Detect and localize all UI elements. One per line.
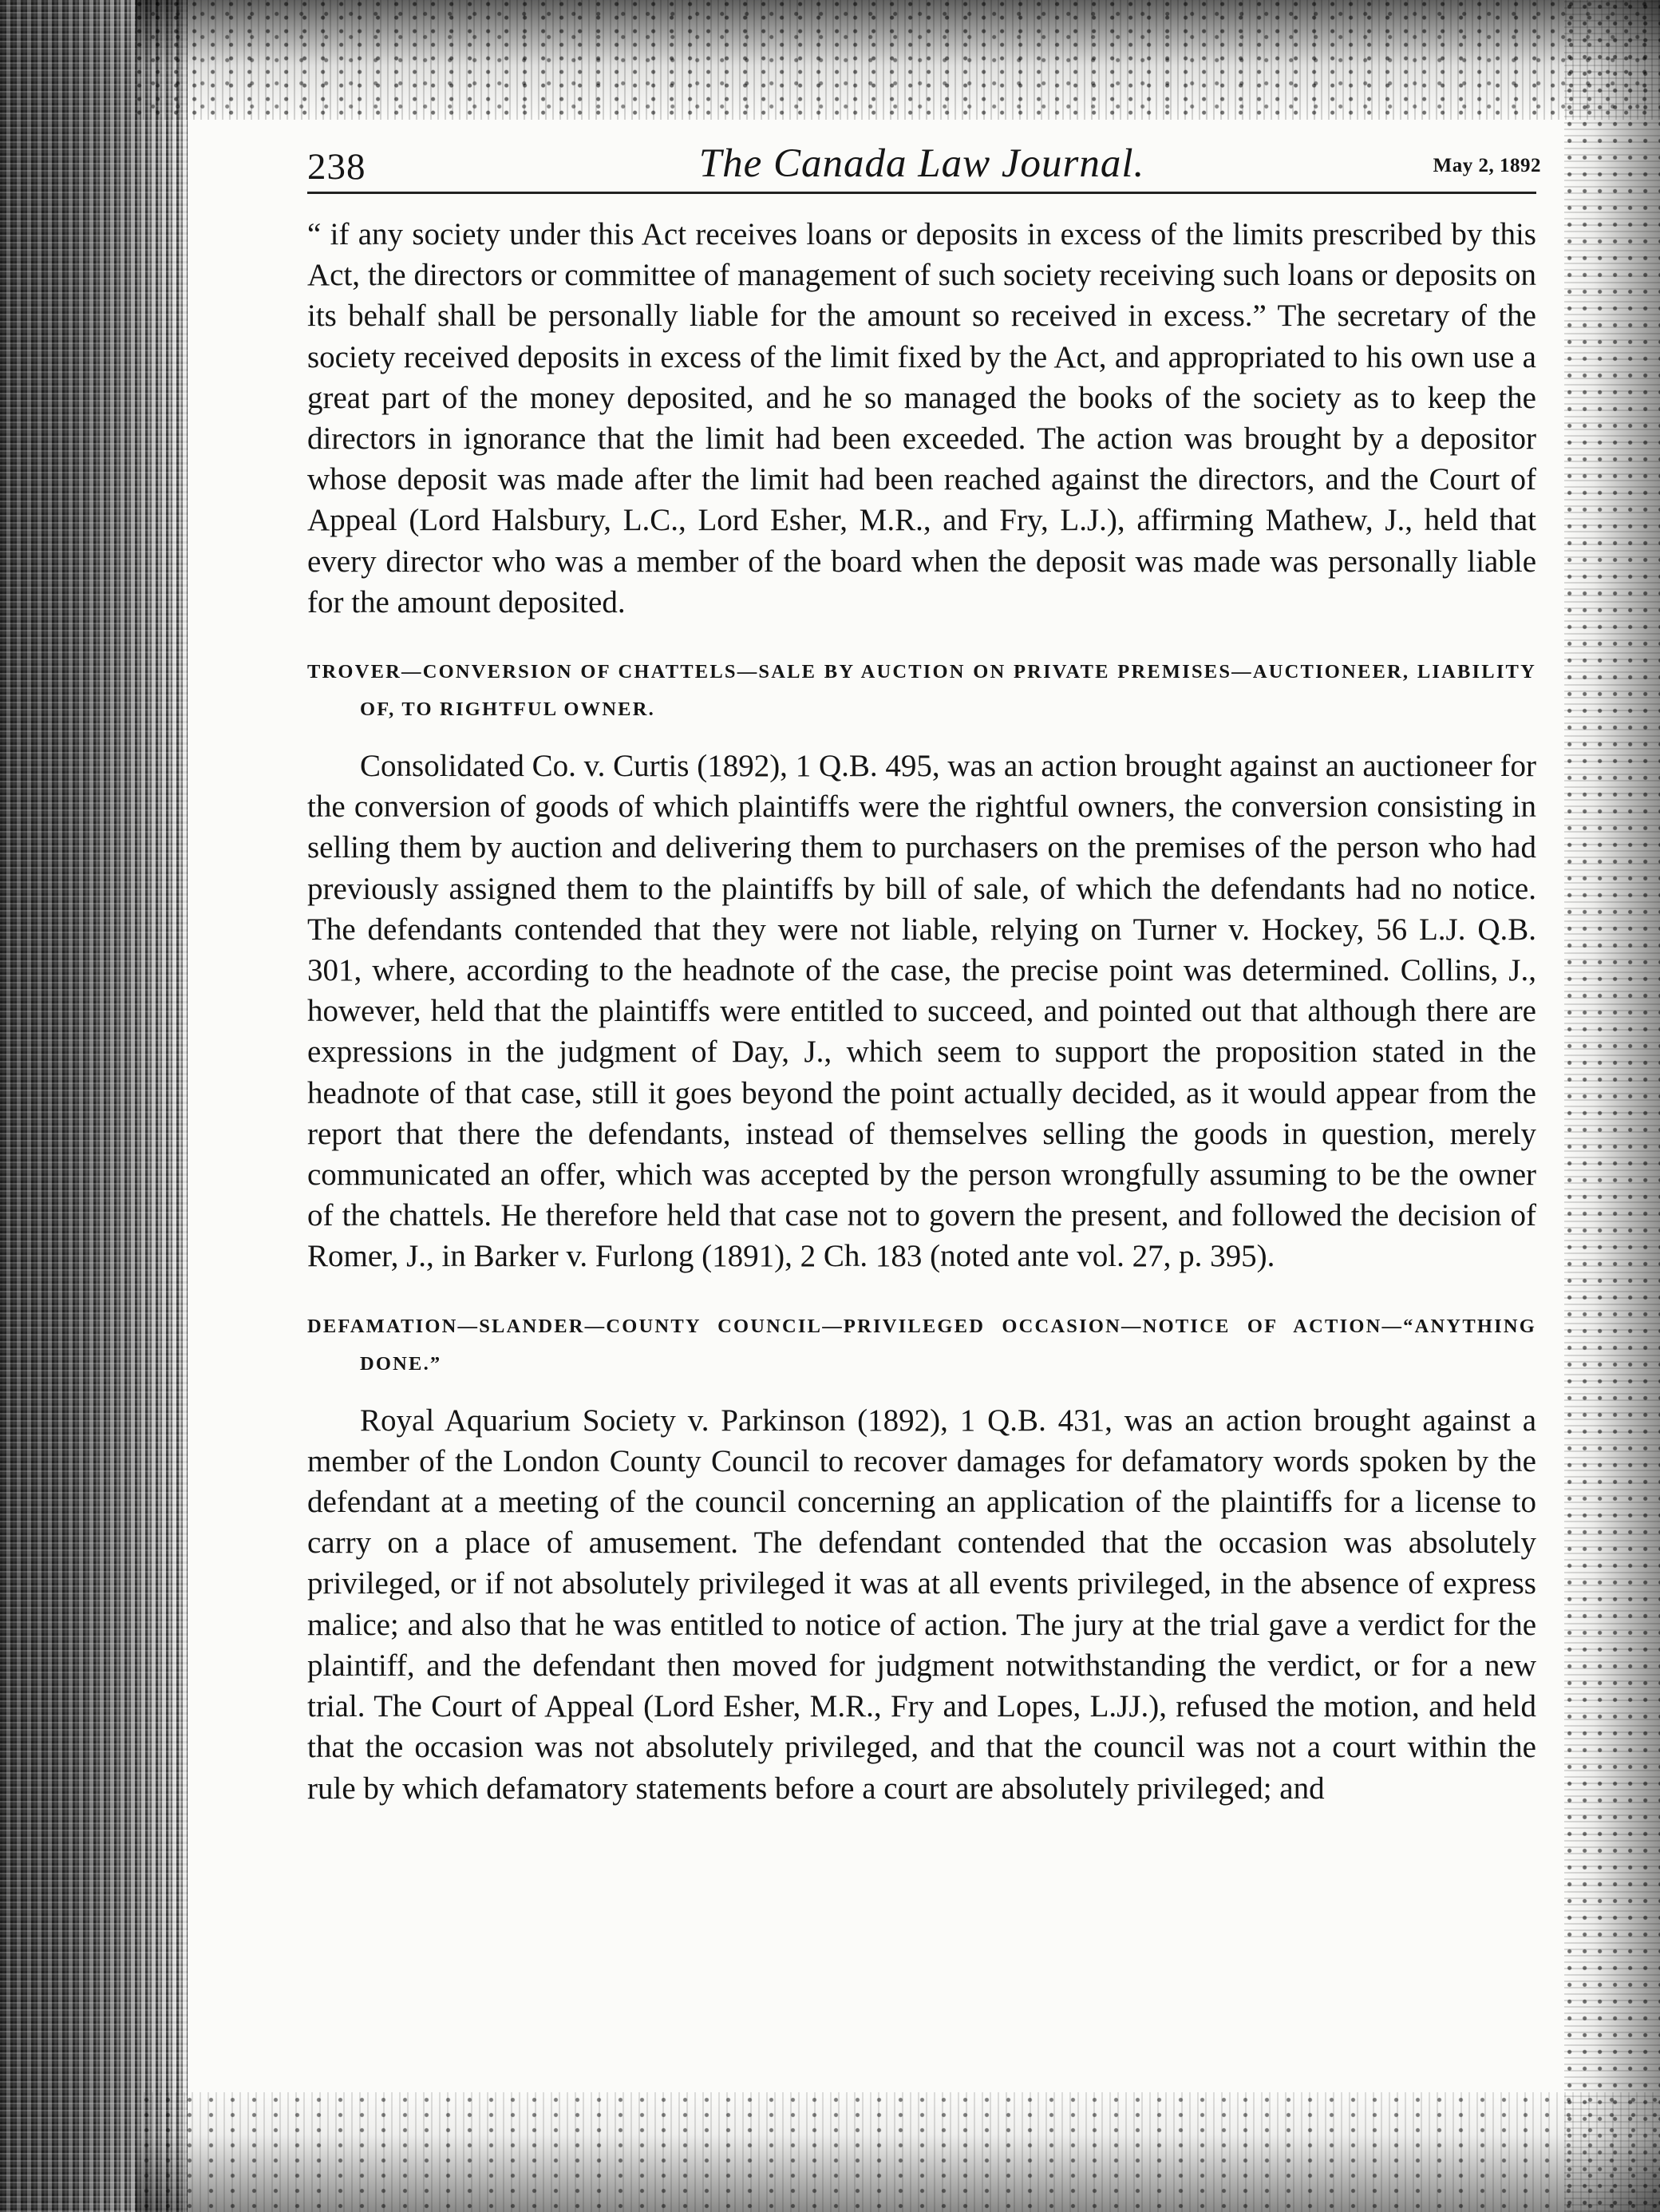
section-paragraph-defamation: Royal Aquarium Society v. Parkinson (1892), 1 Q.B. 431, was an action brought against a member of the London County Council to recover damages for defamatory words spoken by the defendant at a meeting of the council concerning an application of the plaintiffs for a license to carry on a place of amusement. The defendant contended that the occasion was absolutely privileged, or if not absolutely privileged it was at all events privileged, in the absence of express malice; and also that he was entitled to notice of action. The jury at the trial gave a verdict for the plaintiff, and the defendant then moved for judgment notwithstanding the verdict, or for a new trial. The Court of Appeal (Lord Esher, M.R., Fry and Lopes, L.JJ.), refused the motion, and held that the occasion was not absolutely privileged, and that the council was not a court within the rule by which defamatory statements before a court are absolutely privileged; and: [307, 1403, 1536, 1806]
scan-edge-right: [1564, 0, 1660, 2212]
journal-page: [307, 136, 1541, 1809]
trover-section: [307, 653, 1536, 1277]
page-number: 238: [307, 146, 366, 188]
defamation-section: [307, 1308, 1536, 1809]
section-paragraph-trover: Consolidated Co. v. Curtis (1892), 1 Q.B. 495, was an action brought against an auctioneer for the conversion of goods of which plaintiffs were the rightful owners, the conversion consisting in selling them by auction and delivering them to purchasers on the premises of the person who had previously assigned them to the plaintiffs by bill of sale, of which the defendants had no notice. The defendants contended that they were not liable, relying on Turner v. Hockey, 56 L.J. Q.B. 301, where, according to the headnote of the case, the precise point was determined. Collins, J., however, held that the plaintiffs were entitled to succeed, and pointed out that although there are expressions in the judgment of Day, J., which seem to support the proposition stated in the headnote of that case, still it goes beyond the point actually decided, as it would appear from the report that there the defendants, instead of themselves selling the goods in question, merely communicated an offer, which was accepted by the person wrongfully assuming to be the owner of the chattels. He therefore held that case not to govern the present, and followed the decision of Romer, J., in Barker v. Furlong (1891), 2 Ch. 183 (noted ante vol. 27, p. 395).: [307, 749, 1536, 1274]
section-heading-defamation: DEFAMATION—SLANDER—COUNTY COUNCIL—PRIVILEGED OCCASION—NOTICE OF ACTION—“ANYTHING DONE.”: [307, 1315, 1536, 1375]
section-heading-trover: TROVER—CONVERSION OF CHATTELS—SALE BY AUCTION ON PRIVATE PREMISES—AUCTIONEER, LIABILITY OF, TO RIGHTFUL OWNER.: [307, 661, 1536, 721]
scan-edge-left: [0, 0, 188, 2212]
running-header: [307, 136, 1541, 194]
scan-edge-top: [136, 0, 1660, 120]
scan-edge-bottom: [136, 2092, 1660, 2212]
continued-paragraph: “ if any society under this Act receives loans or deposits in excess of the limits prescribed by this Act, the directors or committee of management of such society receiving such loans or deposits on its behalf shall be personally liable for the amount so received in excess.” The secretary of the society received deposits in excess of the limit fixed by the Act, and appropriated to his own use a great part of the money deposited, and he so managed the books of the society as to keep the directors in ignorance that the limit had been exceeded. The action was brought by a depositor whose deposit was made after the limit had been reached against the directors, and the Court of Appeal (Lord Halsbury, L.C., Lord Esher, M.R., and Fry, L.J.), affirming Mathew, J., held that every director who was a member of the board when the deposit was made was personally liable for the amount deposited.: [307, 217, 1536, 619]
issue-date: May 2, 1892: [1433, 155, 1541, 176]
journal-title: The Canada Law Journal.: [698, 141, 1145, 186]
